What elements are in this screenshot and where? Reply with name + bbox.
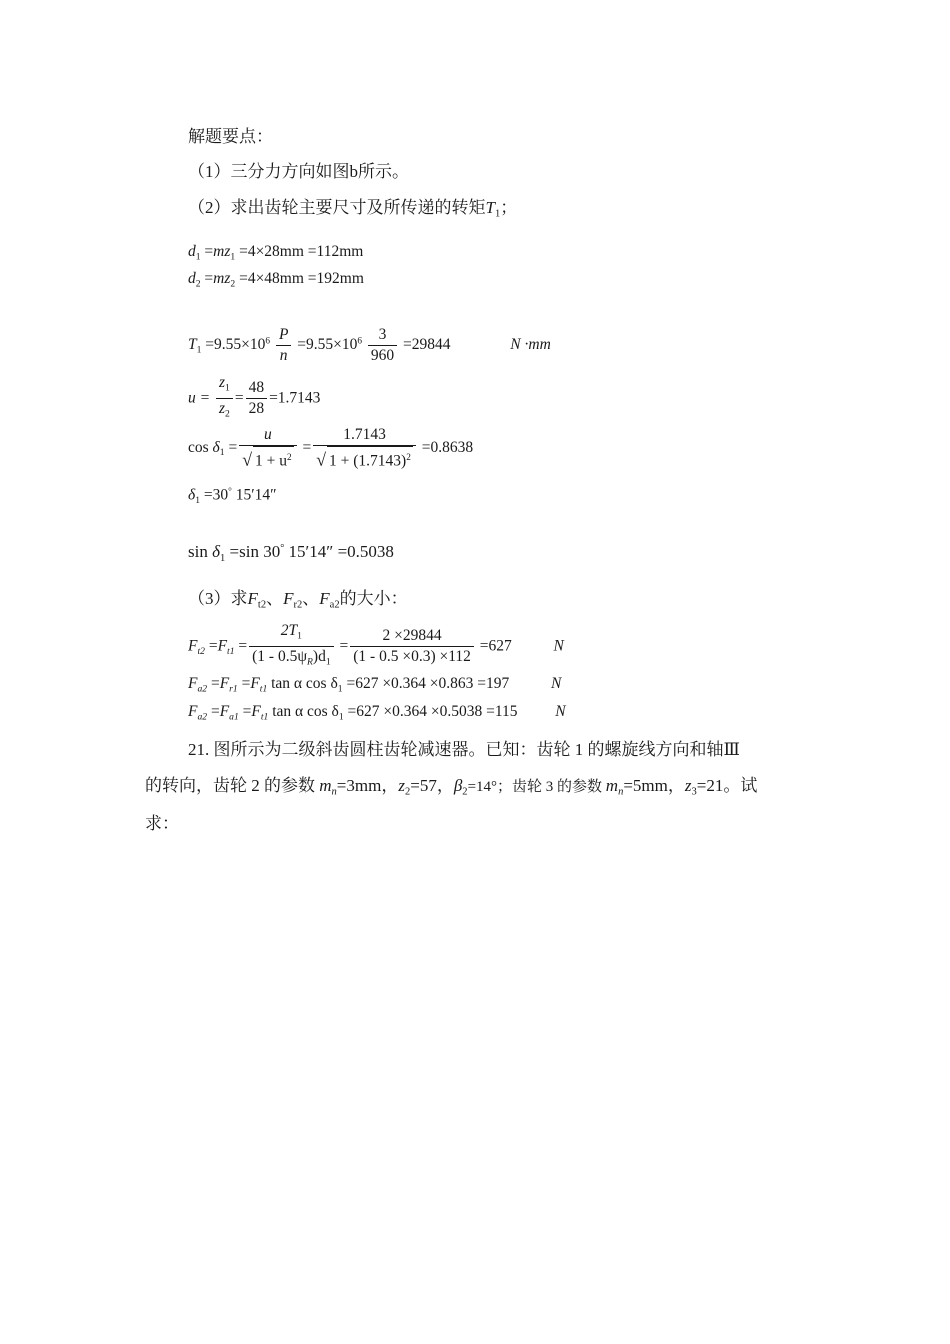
ft2-frac2-num: 2 ×29844	[350, 626, 474, 647]
ft2-sub: t2	[197, 645, 205, 657]
equation-delta	[188, 483, 277, 510]
equation-d1	[188, 243, 363, 266]
fa2b-s2: a1	[229, 711, 239, 723]
ft2-unit: N	[553, 637, 564, 655]
cos-frac2-exp: 2	[406, 453, 411, 463]
ft2-f2: F	[217, 637, 228, 655]
step-3-sep1: 、	[266, 589, 284, 608]
t1-unit: N ·mm	[510, 336, 551, 354]
t1-symbol: T	[188, 336, 197, 354]
p21-text-c: =57，	[410, 776, 454, 795]
u-frac1-den: z	[218, 400, 226, 418]
fa2a-f1: F	[188, 675, 198, 692]
step-3-s2: r2	[293, 599, 303, 611]
sqrt-icon: √	[316, 449, 327, 470]
fa2a-trig: tan α cos δ	[271, 675, 338, 692]
d2-mz: mz	[213, 270, 231, 287]
d2-result: =4×48mm =192mm	[239, 270, 364, 287]
p21-text-a: 的转向，齿轮 2 的参数	[145, 776, 320, 795]
u-frac1-num-sub: 1	[225, 382, 230, 394]
ft2-fraction-2	[350, 626, 474, 667]
d2-eq: =	[204, 270, 214, 287]
degree-symbol: °	[228, 487, 232, 497]
cos-eq-2: =	[302, 438, 312, 456]
p21-n: n	[331, 786, 337, 798]
ft2-eq1: =	[208, 637, 218, 655]
equation-ft2	[188, 621, 564, 673]
d2-symbol: d	[188, 270, 196, 287]
cos-fraction-2	[313, 425, 416, 472]
step-3-sep2: 、	[302, 589, 320, 608]
ft2-frac1-den-end: )d	[312, 648, 326, 666]
step-3-s3: a2	[329, 599, 340, 611]
t1-fraction-1	[276, 325, 291, 366]
p21-m: m	[319, 776, 332, 795]
t1-coef-1: =9.55×10	[205, 336, 266, 354]
equation-torque	[188, 325, 551, 366]
ft2-eq2: =	[238, 637, 248, 655]
fa2a-eq1: =	[210, 675, 220, 692]
solution-heading: 解题要点：	[188, 127, 273, 146]
fa2b-s1: a2	[197, 711, 208, 723]
ft2-frac2-den: (1 - 0.5 ×0.3) ×112	[353, 648, 471, 666]
p21-beta-sub: 2	[462, 786, 468, 798]
sin-label: sin	[188, 542, 208, 562]
delta-sub: 1	[195, 494, 201, 506]
step-3-suffix: 的大小：	[339, 589, 408, 608]
ft2-sub2: t1	[227, 645, 235, 657]
u-frac1-num: z	[218, 374, 226, 391]
cos-frac1-num: u	[239, 425, 296, 446]
fa2a-unit: N	[551, 675, 562, 692]
p21-z2-sub: 2	[404, 786, 411, 798]
fa2b-unit: N	[555, 703, 566, 720]
u-fraction-2	[246, 378, 268, 419]
t1-frac1-den: n	[279, 347, 288, 364]
p21-n2: n	[618, 786, 624, 798]
fa2a-result: =627 ×0.364 ×0.863 =197	[346, 675, 510, 692]
p21-z3: z	[684, 776, 692, 795]
cos-frac2-num: 1.7143	[313, 425, 416, 446]
fa2a-s1: a2	[197, 683, 208, 695]
fa2b-f3: F	[251, 703, 261, 720]
cos-fraction-1	[239, 425, 296, 472]
equation-d2	[188, 270, 364, 293]
fa2b-f2: F	[219, 703, 230, 720]
step-3-text	[188, 589, 408, 616]
ft2-result: =627	[479, 637, 512, 655]
p21-z: z	[398, 776, 405, 795]
cos-frac1-exp: 2	[286, 453, 292, 463]
fa2a-s2: r1	[229, 683, 238, 695]
step-3-s1: t2	[257, 599, 267, 611]
step-2-var-sub: 1	[494, 208, 501, 220]
cos-label: cos	[188, 438, 209, 456]
step-3-f1: F	[247, 589, 258, 608]
sin-delta: δ	[212, 542, 220, 562]
fa2a-f3: F	[250, 675, 260, 692]
d1-symbol: d	[188, 243, 196, 260]
fa2b-trig-sub: 1	[338, 711, 344, 723]
t1-frac1-num: P	[276, 325, 291, 346]
step-2-suffix: ；	[500, 198, 518, 217]
fa2b-eq2: =	[242, 703, 252, 720]
t1-sub: 1	[196, 344, 202, 356]
ft2-frac1-den-sub2: 1	[325, 656, 331, 668]
p21-text-f: =21。试	[696, 776, 758, 795]
cos-frac1-radicand: 1 + u	[254, 452, 287, 470]
u-eq: =	[234, 389, 244, 407]
cos-frac2-radicand: 1 + (1.7143)	[329, 452, 407, 470]
fa2a-s3: t1	[259, 683, 268, 695]
problem-21-line-2	[145, 776, 757, 803]
ft2-eq3: =	[339, 637, 349, 655]
t1-frac2-den: 960	[370, 347, 395, 364]
ft2-fraction-1	[249, 621, 334, 673]
ft2-f: F	[188, 637, 198, 655]
delta-deg-value: =30	[203, 486, 229, 504]
fa2b-trig: tan α cos δ	[272, 703, 339, 720]
u-frac2-num: 48	[246, 378, 268, 399]
p21-z3-sub: 3	[691, 786, 697, 798]
cos-delta: δ	[212, 438, 220, 456]
p21-text-d: =14°；齿轮 3 的参数	[467, 779, 606, 795]
step-2-prefix: （2）求出齿轮主要尺寸及所传递的转矩	[188, 198, 486, 217]
equation-sin-delta	[188, 540, 394, 568]
step-2-text	[188, 198, 517, 225]
fa2b-eq1: =	[210, 703, 220, 720]
d2-sub: 2	[195, 278, 201, 290]
d1-eq: =	[204, 243, 214, 260]
t1-exp-1: 6	[265, 336, 271, 347]
cos-result: =0.8638	[421, 438, 474, 456]
u-symbol: u =	[188, 389, 211, 407]
fa2a-trig-sub: 1	[337, 683, 343, 695]
d2-mz-sub: 2	[230, 278, 236, 290]
u-frac1-den-sub: 2	[225, 408, 230, 420]
fa2b-s3: t1	[260, 711, 269, 723]
d1-sub: 1	[195, 251, 201, 263]
u-frac2-den: 28	[248, 400, 265, 418]
fa2b-f1: F	[188, 703, 198, 720]
sqrt-icon: √	[242, 449, 252, 470]
d1-mz: mz	[213, 243, 231, 260]
p21-m2: m	[605, 776, 619, 795]
u-fraction-1	[216, 373, 233, 425]
p21-beta: β	[453, 776, 463, 795]
u-result: =1.7143	[269, 389, 321, 407]
sin-result: 15′14″ =0.5038	[288, 542, 394, 562]
fa2a-f2: F	[219, 675, 230, 692]
equation-fa2-second	[188, 703, 566, 726]
step-2-var: T	[485, 198, 495, 217]
t1-result: =29844	[403, 336, 451, 354]
degree-symbol: °	[280, 543, 285, 554]
equation-fa2-first	[188, 675, 561, 698]
t1-frac2-num: 3	[368, 325, 397, 346]
sin-deg-value: =sin 30	[229, 542, 281, 562]
t1-exp-2: 6	[357, 336, 363, 347]
t1-fraction-2	[368, 325, 397, 366]
delta-minutes: 15′14″	[235, 486, 277, 504]
t1-coef-2: =9.55×10	[297, 336, 358, 354]
p21-text-e: =5mm，	[623, 776, 685, 795]
cos-eq: =	[228, 438, 238, 456]
fa2b-result: =627 ×0.364 ×0.5038 =115	[347, 703, 518, 720]
ft2-frac1-den: (1 - 0.5ψ	[252, 648, 308, 666]
fa2a-eq2: =	[241, 675, 251, 692]
step-3-prefix: （3）求	[188, 589, 248, 608]
equation-cos-delta	[188, 425, 473, 472]
ft2-frac1-num: 2T	[280, 622, 298, 639]
p21-text-b: =3mm，	[336, 776, 399, 795]
step-1-text: （1）三分力方向如图b所示。	[188, 162, 409, 181]
problem-21-line-3: 求：	[145, 814, 179, 833]
delta-symbol: δ	[188, 486, 196, 504]
sin-delta-sub: 1	[220, 552, 226, 564]
ft2-frac1-num-sub: 1	[297, 630, 302, 642]
step-3-f2: F	[283, 589, 294, 608]
d1-result: =4×28mm =112mm	[239, 243, 364, 260]
ft2-frac1-den-sub: R	[307, 656, 313, 668]
equation-ratio	[188, 373, 320, 425]
cos-delta-sub: 1	[219, 447, 225, 459]
d1-mz-sub: 1	[230, 251, 236, 263]
problem-21-line-1: 21. 图所示为二级斜齿圆柱齿轮减速器。已知：齿轮 1 的螺旋线方向和轴Ⅲ	[188, 740, 740, 759]
step-3-f3: F	[319, 589, 330, 608]
